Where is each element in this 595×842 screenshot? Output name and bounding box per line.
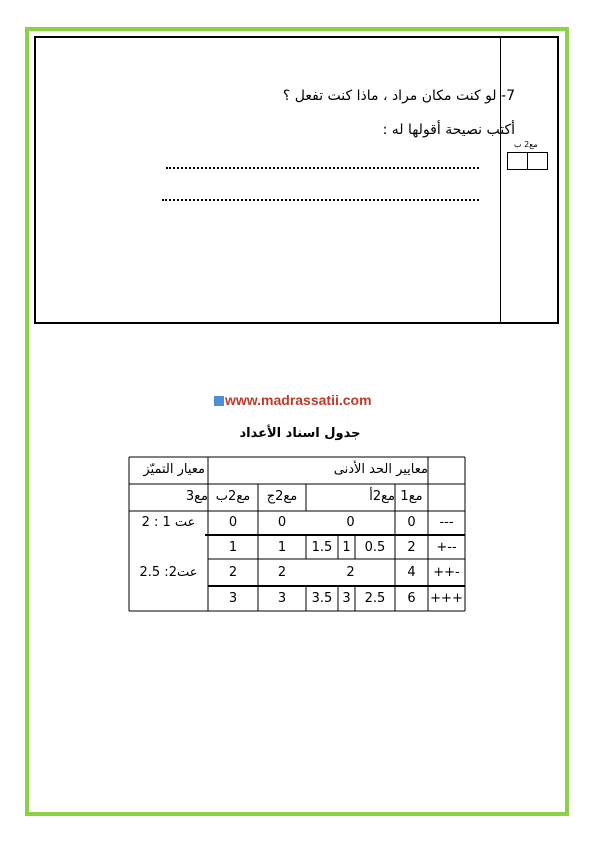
- c2j-value: 1: [277, 540, 287, 555]
- c2j-value: 0: [277, 515, 287, 530]
- subheader-c3: مع3: [185, 489, 208, 504]
- c2a-value: 0.5: [364, 540, 386, 555]
- level-4: +++: [430, 591, 463, 606]
- c1-value: 4: [407, 565, 416, 580]
- subheader-c1: مع1: [400, 489, 423, 504]
- c1-value: 6: [407, 591, 416, 606]
- c2b-value: 0: [228, 515, 238, 530]
- criterion-label: مع2 ب: [514, 140, 538, 149]
- c1-value: 0: [407, 515, 416, 530]
- c2b-value: 3: [228, 591, 238, 606]
- c1-value: 2: [407, 540, 416, 555]
- subheader-c2a: مع2أ: [369, 489, 395, 504]
- c2j-value: 3: [277, 591, 287, 606]
- c3-value: عت 1 : 2: [141, 515, 196, 530]
- question-text: 7- لو كنت مكان مراد ، ماذا كنت تفعل ؟: [282, 88, 515, 104]
- c2a-value: 0: [346, 515, 355, 530]
- table-title: جدول اسناد الأعداد: [239, 426, 361, 441]
- subheader-c2j: مع2ج: [266, 489, 298, 504]
- question-instruction: أكتب نصيحة أقولها له :: [382, 122, 515, 138]
- c2a-value: 2.5: [364, 591, 386, 606]
- header-min-criteria: معايير الحد الأدنى: [333, 462, 428, 477]
- watermark-text: www.madrassatii.com: [225, 392, 372, 408]
- c3-value: عت2: 2.5: [139, 565, 198, 580]
- subheader-c2b: مع2ب: [215, 489, 251, 504]
- c2b-value: 2: [228, 565, 238, 580]
- level-1: ---: [439, 515, 454, 530]
- level-3: ++-: [433, 565, 460, 580]
- c2a-value: 1: [342, 540, 351, 555]
- c2b-value: 1: [228, 540, 238, 555]
- level-2: +--: [436, 540, 457, 555]
- c2a-value: 2: [346, 565, 355, 580]
- c2j-value: 2: [277, 565, 287, 580]
- header-excellence-criteria: معيار التميّز: [143, 462, 205, 477]
- c2a-value: 3: [342, 591, 351, 606]
- c2a-value: 1.5: [311, 540, 333, 555]
- c2a-value: 3.5: [311, 591, 333, 606]
